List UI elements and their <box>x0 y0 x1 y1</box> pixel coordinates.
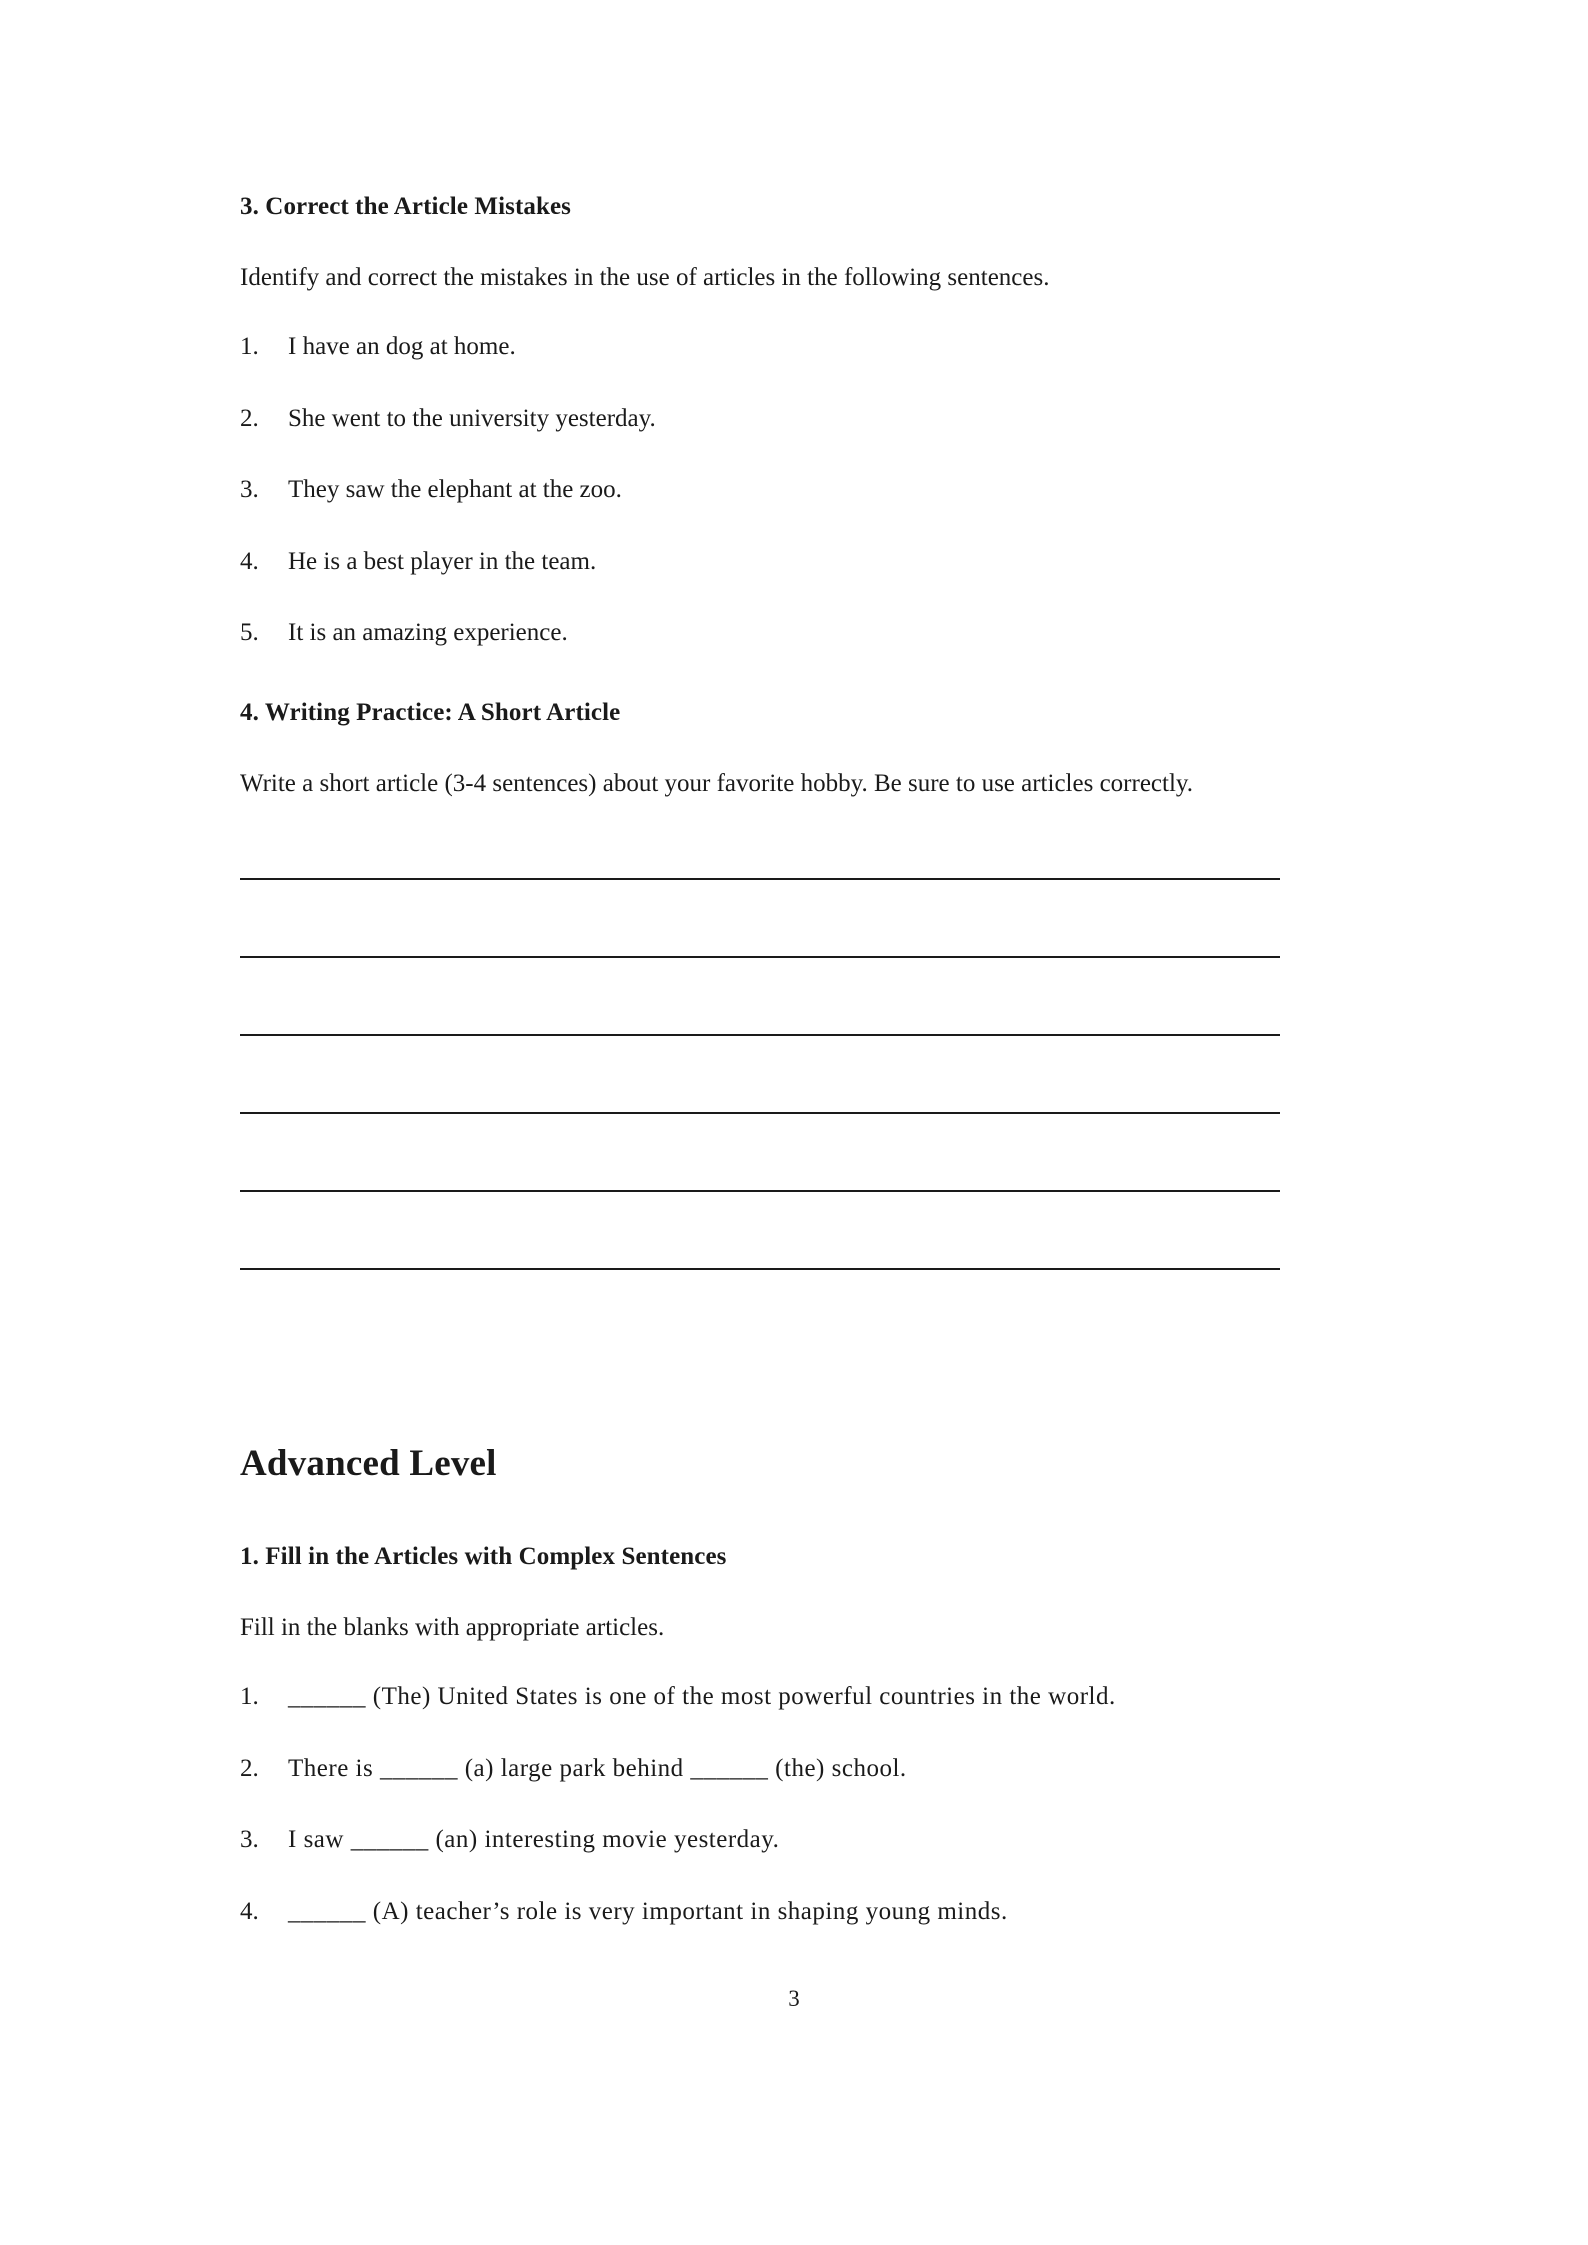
instruction-writing-practice: Write a short article (3-4 sentences) about your favorite hobby. Be sure to use articles correctly. <box>240 769 1194 797</box>
spacer <box>240 1270 1252 1440</box>
list-item-number: 3. <box>240 476 259 504</box>
list-item-text: It is an amazing experience. <box>288 619 568 647</box>
list-item-text: There is ______ (a) large park behind ______ (the) school. <box>288 1754 907 1782</box>
answer-line[interactable] <box>240 956 1280 958</box>
section-heading-writing-practice: 4. Writing Practice: A Short Article <box>240 698 621 726</box>
list-item-text: ______ (The) United States is one of the most powerful countries in the world. <box>288 1683 1116 1711</box>
spacer <box>240 652 1252 696</box>
list-item-text: She went to the university yesterday. <box>288 404 656 432</box>
list-item <box>240 471 1252 509</box>
list-item <box>240 400 1252 438</box>
list-item-text: ______ (A) teacher’s role is very important in shaping young minds. <box>288 1897 1008 1925</box>
list-item <box>240 328 1252 366</box>
page-content <box>240 190 1252 1930</box>
list-item-number: 5. <box>240 619 259 647</box>
instruction-correct-mistakes: Identify and correct the mistakes in the use of articles in the following sentences. <box>240 263 1050 291</box>
list-item-number: 2. <box>240 1754 259 1782</box>
list-item <box>240 1678 1252 1716</box>
list-item-text: I have an dog at home. <box>288 333 516 361</box>
instruction-fill-articles: Fill in the blanks with appropriate articles. <box>240 1613 665 1641</box>
answer-line[interactable] <box>240 1034 1280 1036</box>
list-item-number: 1. <box>240 333 259 361</box>
list-item <box>240 1750 1252 1788</box>
list-item-text: He is a best player in the team. <box>288 547 597 575</box>
list-item <box>240 614 1252 652</box>
list-item-number: 4. <box>240 1897 259 1925</box>
section-heading-correct-mistakes: 3. Correct the Article Mistakes <box>240 193 571 220</box>
list-item-text: They saw the elephant at the zoo. <box>288 476 622 504</box>
list-item-text: I saw ______ (an) interesting movie yesterday. <box>288 1826 780 1854</box>
section-heading-fill-articles: 1. Fill in the Articles with Complex Sentences <box>240 1543 727 1571</box>
answer-line[interactable] <box>240 1190 1280 1192</box>
list-item <box>240 1821 1252 1859</box>
list-item-number: 2. <box>240 404 259 432</box>
heading-advanced-level: Advanced Level <box>240 1443 497 1484</box>
list-fill-articles <box>240 1678 1252 1930</box>
list-correct-mistakes <box>240 328 1252 652</box>
answer-lines <box>240 878 1252 1270</box>
page-number: 3 <box>788 1986 800 2011</box>
list-item <box>240 543 1252 581</box>
answer-line[interactable] <box>240 878 1280 880</box>
list-item-number: 1. <box>240 1683 259 1711</box>
list-item-number: 4. <box>240 547 259 575</box>
list-item-number: 3. <box>240 1826 259 1854</box>
list-item <box>240 1893 1252 1931</box>
spacer <box>240 834 1252 878</box>
answer-line[interactable] <box>240 1112 1280 1114</box>
